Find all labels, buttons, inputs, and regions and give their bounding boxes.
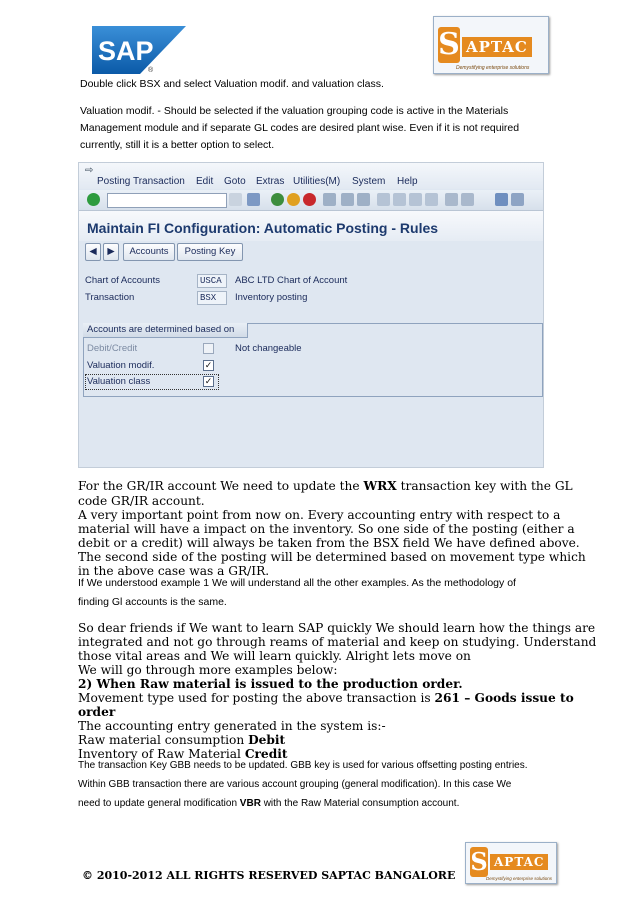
exit-icon[interactable] (287, 193, 300, 206)
gbb-line-2: Within GBB transaction there are various account grouping (general modification). In this case We (78, 779, 512, 790)
chart-of-accounts-desc: ABC LTD Chart of Account (235, 275, 348, 286)
transaction-desc: Inventory posting (235, 292, 308, 303)
menu-help[interactable]: Help (397, 176, 418, 187)
movement-type-cont: order (78, 705, 116, 719)
back-icon[interactable] (271, 193, 284, 206)
body-p1-part-a: For the GR/IR account We need to update the (78, 479, 364, 493)
command-field[interactable] (107, 193, 227, 208)
menu-bar (79, 163, 543, 189)
menu-system[interactable]: System (352, 176, 386, 187)
example-2-heading: 2) When Raw material is issued to the production order. (78, 677, 463, 691)
transaction-field[interactable]: BSX (197, 291, 227, 305)
body-p1-line2: code GR/IR account. (78, 494, 205, 508)
saptac-bottom-rest: APTAC (490, 854, 548, 870)
help-icon[interactable] (495, 193, 508, 206)
print-icon[interactable] (323, 193, 336, 206)
valuation-modif-checkbox[interactable]: ✓ (204, 360, 213, 370)
body-p2-line2: material will have a impact on the inventory. So one side of the posting (either a (78, 522, 575, 536)
debit-word: Debit (248, 733, 286, 747)
next-page-icon[interactable] (409, 193, 422, 206)
menu-icon[interactable]: ⇨ (85, 165, 94, 176)
body-p2-line4: The second side of the posting will be determined based on movement type which (78, 550, 586, 564)
intro-para-3: currently, still it is a better option to select. (80, 139, 275, 151)
application-toolbar (79, 242, 543, 262)
body-p1-wrx: WRX (363, 479, 397, 493)
saptac-logo-top (433, 16, 549, 74)
valuation-modif-label: Valuation modif. (87, 360, 155, 371)
menu-goto[interactable]: Goto (224, 176, 246, 187)
chart-of-accounts-label: Chart of Accounts (85, 275, 160, 286)
saptac-bottom-tagline: Demystifying enterprise solutions (486, 876, 553, 881)
next-arrow-button[interactable]: ▶ (103, 243, 119, 261)
standard-toolbar (79, 190, 543, 211)
body-p4-line4: We will go through more examples below: (78, 663, 338, 677)
body-p2-line3: debit or a credit) will always be taken from the BSX field We have defined above. (78, 536, 580, 550)
screen-title-bar (79, 211, 543, 241)
transaction-label: Transaction (85, 292, 135, 303)
body-p4-line3: those vital areas and We will learn quickly. Alright lets move on (78, 649, 471, 663)
credit-word: Credit (244, 747, 288, 761)
menu-posting-transaction[interactable]: Posting Transaction (97, 176, 185, 187)
body-p1-part-b: transaction key with the GL (396, 479, 573, 493)
last-page-icon[interactable] (425, 193, 438, 206)
movement-type-line (78, 691, 574, 706)
menu-extras[interactable]: Extras (256, 176, 285, 187)
copyright-footer: © 2010-2012 ALL RIGHTS RESERVED SAPTAC BANGALORE (82, 869, 456, 882)
gbb-line-1: The transaction Key GBB needs to be updated. GBB key is used for various offsetting posting entries. (78, 760, 528, 771)
sap-logo (92, 26, 186, 74)
gbb-line-3-a: need to update general modification (78, 798, 240, 809)
sap-window (78, 162, 544, 468)
enter-icon[interactable] (87, 193, 100, 206)
intro-para-2: Management module and if separate GL codes are desired plant wise. Even if it is not required (80, 122, 520, 134)
valuation-class-checkbox[interactable]: ✓ (204, 376, 213, 386)
previous-page-icon[interactable] (393, 193, 406, 206)
sap-logo-text: SAP (98, 36, 154, 66)
saptac-logo-tagline: Demystifying enterprise solutions (456, 65, 530, 71)
find-icon[interactable] (341, 193, 354, 206)
previous-arrow-button[interactable]: ◀ (85, 243, 101, 261)
intro-line: Double click BSX and select Valuation modif. and valuation class. (80, 78, 384, 90)
debit-line (78, 733, 285, 748)
intro-para-1: Valuation modif. - Should be selected if the valuation grouping code is active in the Materials (80, 105, 509, 117)
menu-utilities[interactable]: Utilities(M) (293, 176, 341, 187)
body-p2-line1: A very important point from now on. Every accounting entry with respect to a (78, 508, 561, 522)
body-p4-line1: So dear friends if We want to learn SAP quickly We should learn how the things are (78, 621, 596, 635)
gbb-line-3 (78, 795, 459, 812)
saptac-logo-bottom (465, 842, 557, 884)
accounting-entry-line: The accounting entry generated in the system is:- (78, 719, 386, 733)
dropdown-icon[interactable] (229, 193, 242, 206)
screen-title: Maintain FI Configuration: Automatic Posting - Rules (87, 220, 439, 236)
save-icon[interactable] (247, 193, 260, 206)
debit-account: Raw material consumption (78, 733, 249, 747)
chart-of-accounts-field[interactable]: USCA (197, 274, 227, 288)
gbb-vbr: VBR (239, 798, 261, 809)
rules-groupbox-title: Accounts are determined based on (83, 323, 248, 338)
gbb-line-3-c: with the Raw Material consumption account. (260, 798, 460, 809)
credit-account: Inventory of Raw Material (78, 747, 245, 761)
debit-credit-checkbox[interactable] (203, 343, 214, 354)
debit-credit-label: Debit/Credit (87, 343, 138, 354)
not-changeable-note: Not changeable (235, 343, 302, 354)
shortcut-icon[interactable] (461, 193, 474, 206)
menu-edit[interactable]: Edit (196, 176, 214, 187)
body-p2-line5: in the above case was a GR/IR. (78, 564, 270, 578)
body-p1-line1 (78, 479, 573, 494)
saptac-logo-rest: APTAC (462, 37, 532, 57)
body-p3-line2: finding Gl accounts is the same. (78, 596, 227, 608)
saptac-logo-big-letter: S (438, 27, 460, 62)
movement-type-text: Movement type used for posting the above transaction is (78, 691, 435, 705)
movement-type-value: 261 – Goods issue to (434, 691, 574, 705)
svg-text:®: ® (148, 67, 154, 74)
new-session-icon[interactable] (445, 193, 458, 206)
saptac-bottom-big-letter: S (470, 847, 488, 876)
posting-key-button[interactable]: Posting Key (177, 243, 243, 261)
body-p4-line2: integrated and not go through reams of material and keep on studying. Understand (78, 635, 597, 649)
first-page-icon[interactable] (377, 193, 390, 206)
body-p3-line1: If We understood example 1 We will understand all the other examples. As the methodology of (78, 577, 516, 589)
find-next-icon[interactable] (357, 193, 370, 206)
accounts-button[interactable]: Accounts (123, 243, 175, 261)
layout-icon[interactable] (511, 193, 524, 206)
cancel-icon[interactable] (303, 193, 316, 206)
valuation-class-label: Valuation class (87, 376, 151, 387)
